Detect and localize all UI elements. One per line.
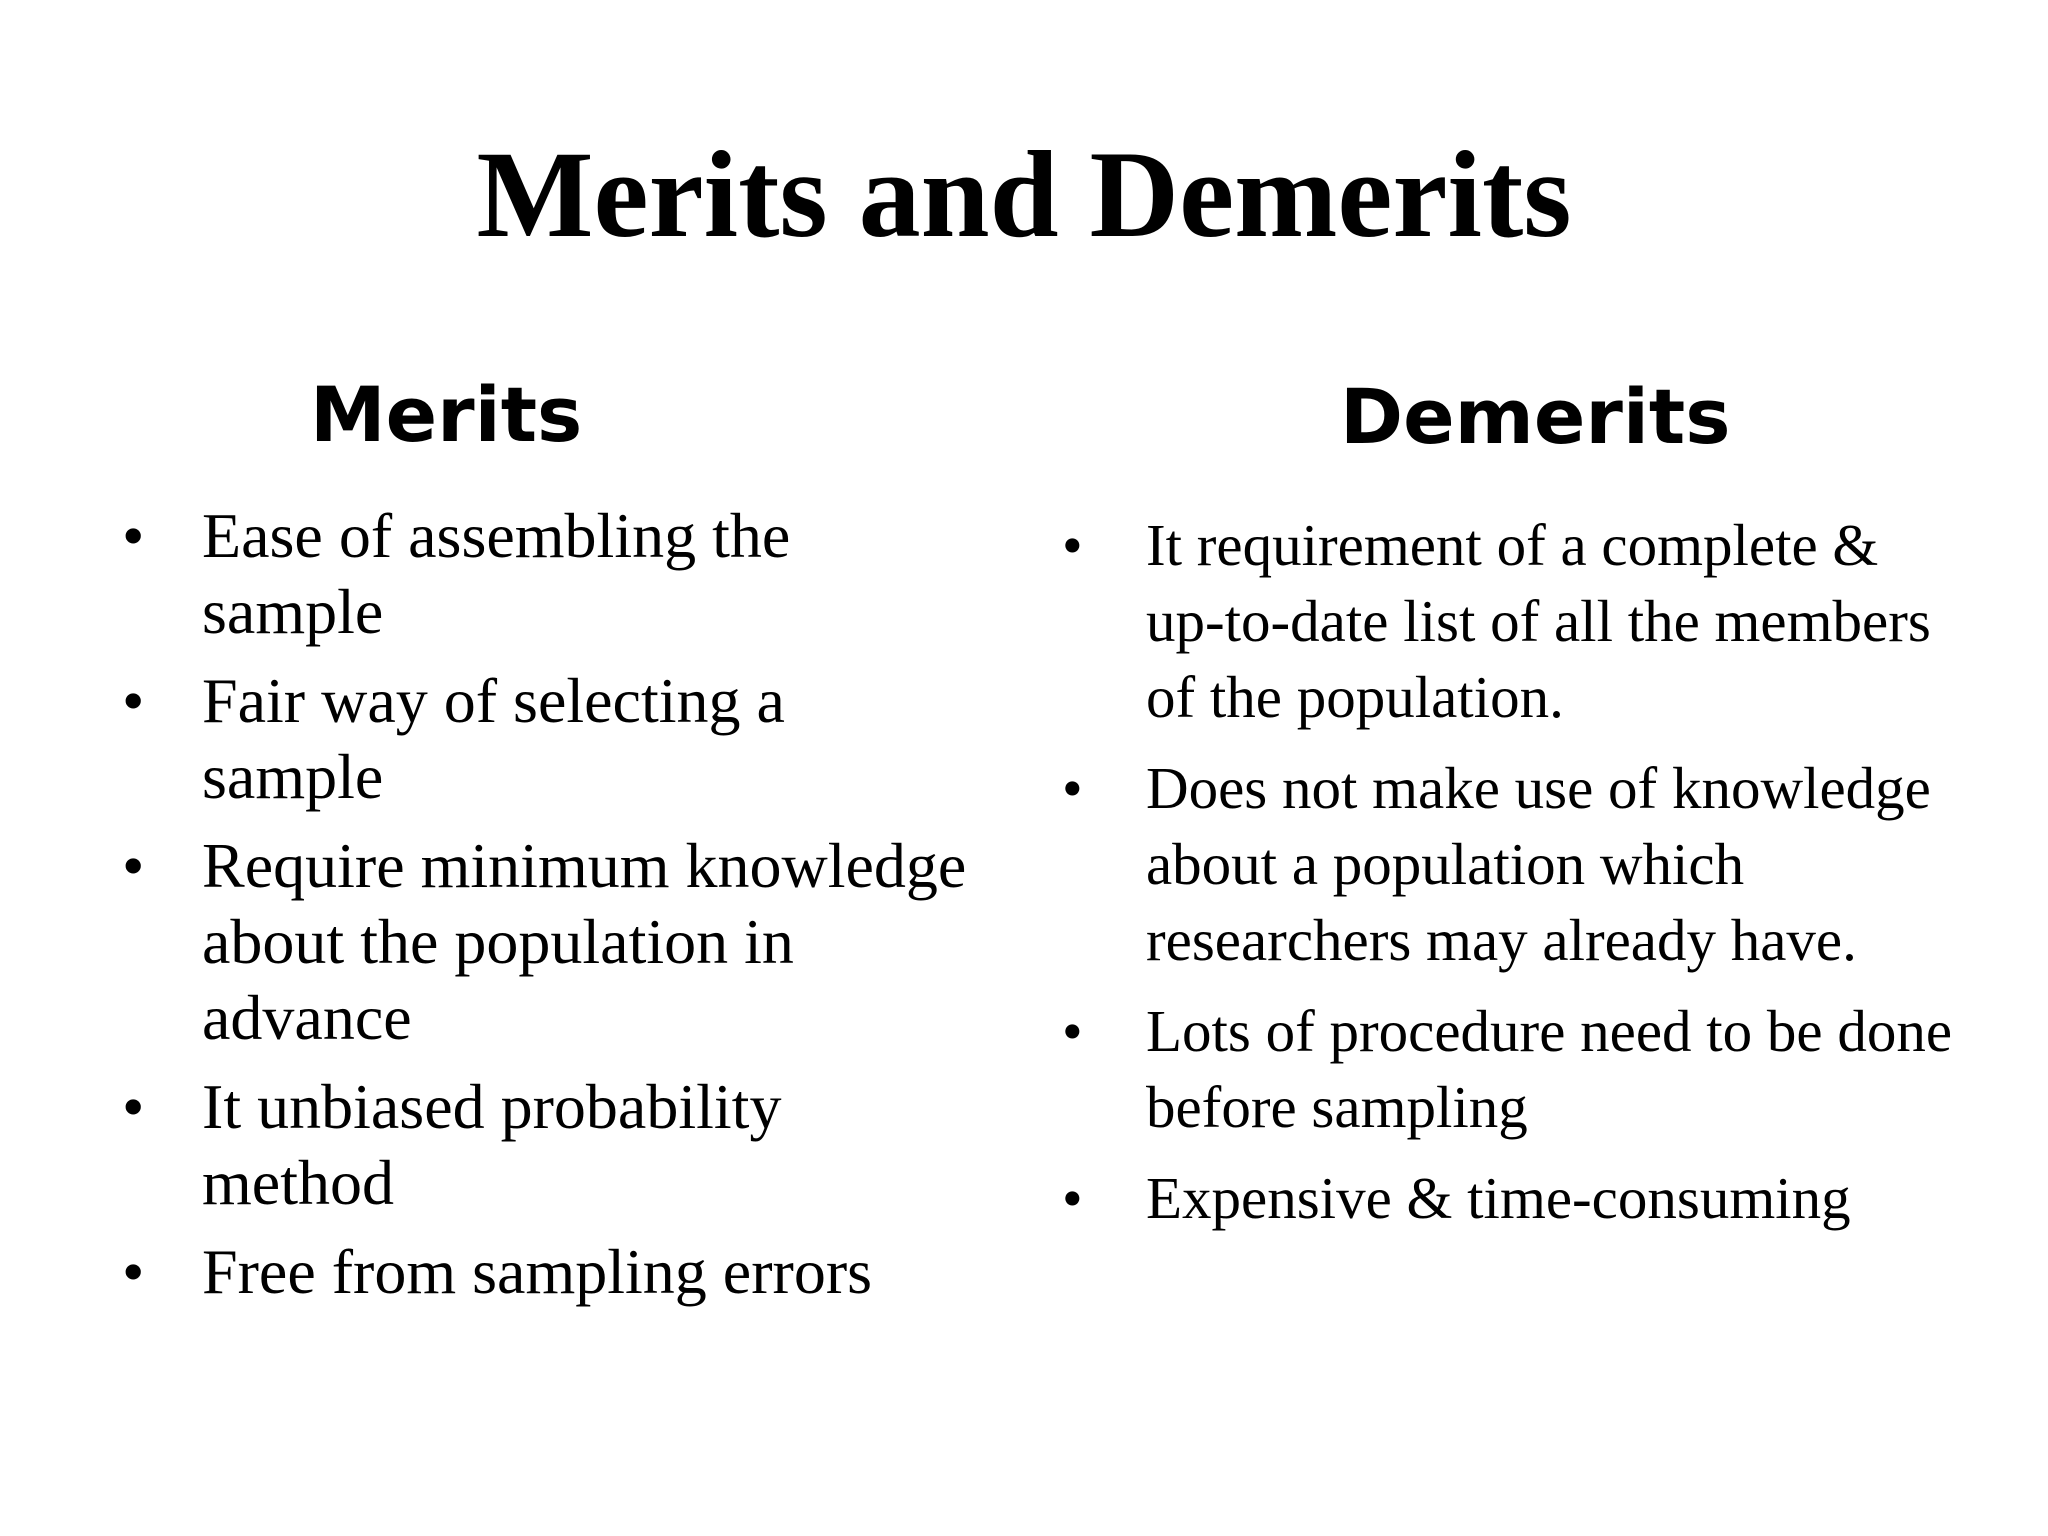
bullet-icon: • xyxy=(122,1071,145,1142)
bullet-icon: • xyxy=(1062,998,1083,1064)
demerits-item-text: Expensive & time-consuming xyxy=(1146,1165,1851,1231)
merits-list-item xyxy=(120,498,980,650)
merits-list xyxy=(120,498,980,1323)
demerits-heading: Demerits xyxy=(1340,372,1731,461)
merits-list-item xyxy=(120,828,980,1056)
demerits-item-text: Lots of procedure need to be done before sampling xyxy=(1146,998,1953,1140)
merits-list-item xyxy=(120,1069,980,1221)
merits-heading: Merits xyxy=(310,370,583,459)
merits-item-text: Fair way of selecting a sample xyxy=(202,665,785,812)
demerits-list xyxy=(1060,507,1960,1251)
merits-list-item xyxy=(120,663,980,815)
demerits-list-item xyxy=(1060,507,1960,735)
merits-item-text: Require minimum knowledge about the population in advance xyxy=(202,830,967,1053)
demerits-list-item xyxy=(1060,993,1960,1145)
demerits-list-item xyxy=(1060,750,1960,978)
merits-item-text: It unbiased probability method xyxy=(202,1071,782,1218)
bullet-icon: • xyxy=(122,500,145,571)
merits-item-text: Ease of assembling the sample xyxy=(202,500,791,647)
bullet-icon: • xyxy=(1062,1165,1083,1231)
merits-list-item xyxy=(120,1234,980,1310)
bullet-icon: • xyxy=(1062,755,1083,821)
demerits-list-item xyxy=(1060,1160,1960,1236)
bullet-icon: • xyxy=(122,830,145,901)
bullet-icon: • xyxy=(122,665,145,736)
merits-item-text: Free from sampling errors xyxy=(202,1236,873,1307)
slide-title: Merits and Demerits xyxy=(476,126,1572,263)
demerits-item-text: It requirement of a complete & up-to-date list of all the members of the population. xyxy=(1146,512,1931,730)
bullet-icon: • xyxy=(1062,512,1083,578)
bullet-icon: • xyxy=(122,1236,145,1307)
demerits-item-text: Does not make use of knowledge about a population which researchers may already have. xyxy=(1146,755,1931,973)
